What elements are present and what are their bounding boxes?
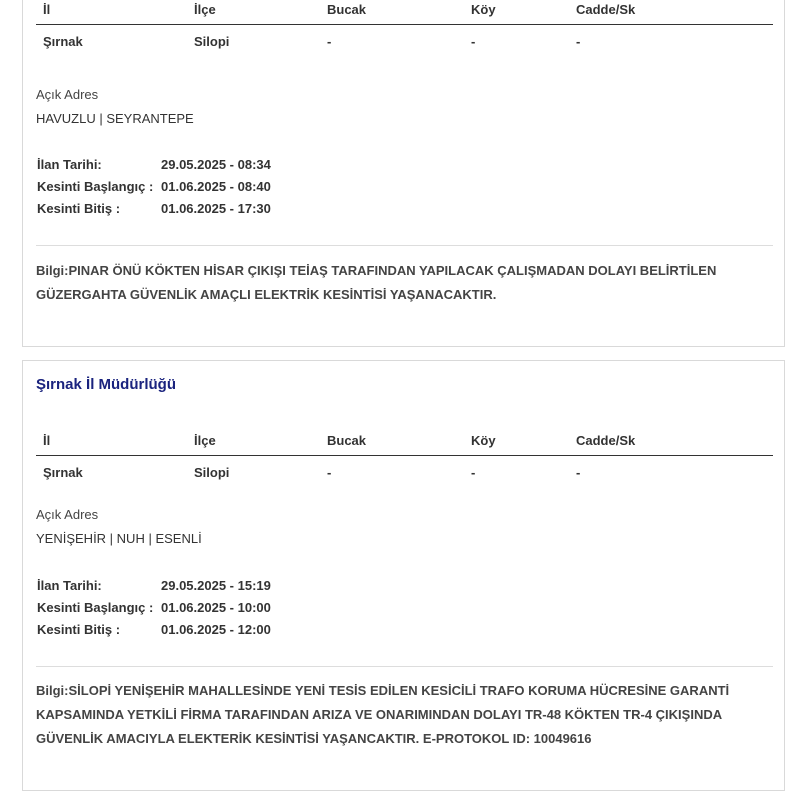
outage-card xyxy=(22,0,785,347)
header-koy: Köy xyxy=(471,433,496,448)
announcement-date-value: 29.05.2025 - 08:34 xyxy=(161,157,271,172)
outage-end-value: 01.06.2025 - 12:00 xyxy=(161,622,271,637)
header-cadde: Cadde/Sk xyxy=(576,2,636,17)
outage-end-label: Kesinti Bitiş : xyxy=(37,622,121,637)
cell-ilce: Silopi xyxy=(194,465,230,480)
table-row xyxy=(36,25,773,57)
info-line: GÜVENLİK AMACIYLA ELEKTERİK KESİNTİSİ YAŞANCAKTIR. E-PROTOKOL ID: 10049616 xyxy=(36,731,592,746)
dates-block xyxy=(37,157,437,223)
cell-bucak: - xyxy=(327,34,332,49)
outage-end-value: 01.06.2025 - 17:30 xyxy=(161,201,271,216)
header-cadde: Cadde/Sk xyxy=(576,433,636,448)
location-table xyxy=(36,0,773,57)
cell-il: Şırnak xyxy=(43,34,83,49)
header-il: İl xyxy=(43,2,51,17)
header-bucak: Bucak xyxy=(327,433,367,448)
outage-start-row xyxy=(37,600,437,622)
outage-start-value: 01.06.2025 - 10:00 xyxy=(161,600,271,615)
announcement-date-value: 29.05.2025 - 15:19 xyxy=(161,578,271,593)
header-ilce: İlçe xyxy=(194,2,216,17)
outage-card xyxy=(22,360,785,791)
announcement-date-label: İlan Tarihi: xyxy=(37,578,102,593)
address-label: Açık Adres xyxy=(36,507,99,522)
info-line: Bilgi:PINAR ÖNÜ KÖKTEN HİSAR ÇIKIŞI TEİAŞ TARAFINDAN YAPILACAK ÇALIŞMADAN DOLAYI BELİRTİLEN xyxy=(36,263,717,278)
dates-block xyxy=(37,578,437,644)
info-line: GÜZERGAHTA GÜVENLİK AMAÇLI ELEKTRİK KESİNTİSİ YAŞANACAKTIR. xyxy=(36,287,497,302)
cell-koy: - xyxy=(471,465,476,480)
cell-il: Şırnak xyxy=(43,465,83,480)
outage-end-row xyxy=(37,201,437,223)
outage-end-label: Kesinti Bitiş : xyxy=(37,201,121,216)
info-text xyxy=(36,679,761,751)
outage-end-row xyxy=(37,622,437,644)
outage-start-value: 01.06.2025 - 08:40 xyxy=(161,179,271,194)
table-header-row xyxy=(36,0,773,25)
table-row xyxy=(36,456,773,488)
cell-bucak: - xyxy=(327,465,332,480)
announcement-date-row xyxy=(37,578,437,600)
address-label: Açık Adres xyxy=(36,87,99,102)
announcement-date-row xyxy=(37,157,437,179)
address-value: YENİŞEHİR | NUH | ESENLİ xyxy=(36,531,202,546)
divider xyxy=(36,666,773,667)
outage-start-label: Kesinti Başlangıç : xyxy=(37,179,154,194)
cell-cadde: - xyxy=(576,465,581,480)
header-ilce: İlçe xyxy=(194,433,216,448)
info-line: Bilgi:SİLOPİ YENİŞEHİR MAHALLESİNDE YENİ TESİS EDİLEN KESİCİLİ TRAFO KORUMA HÜCRESİNE GARANTİ xyxy=(36,683,730,698)
header-koy: Köy xyxy=(471,2,496,17)
header-bucak: Bucak xyxy=(327,2,367,17)
address-value: HAVUZLU | SEYRANTEPE xyxy=(36,111,194,126)
location-table xyxy=(36,421,773,488)
divider xyxy=(36,245,773,246)
announcement-date-label: İlan Tarihi: xyxy=(37,157,102,172)
outage-start-label: Kesinti Başlangıç : xyxy=(37,600,154,615)
info-text xyxy=(36,259,761,307)
info-line: KAPSAMINDA YETKİLİ FİRMA TARAFINDAN ARIZA VE ONARIMINDAN DOLAYI TR-48 KÖKTEN TR-4 ÇIKIŞINDA xyxy=(36,707,723,722)
card-title: Şırnak İl Müdürlüğü xyxy=(36,376,177,393)
cell-ilce: Silopi xyxy=(194,34,230,49)
table-header-row xyxy=(36,421,773,456)
cell-cadde: - xyxy=(576,34,581,49)
cell-koy: - xyxy=(471,34,476,49)
outage-start-row xyxy=(37,179,437,201)
header-il: İl xyxy=(43,433,51,448)
